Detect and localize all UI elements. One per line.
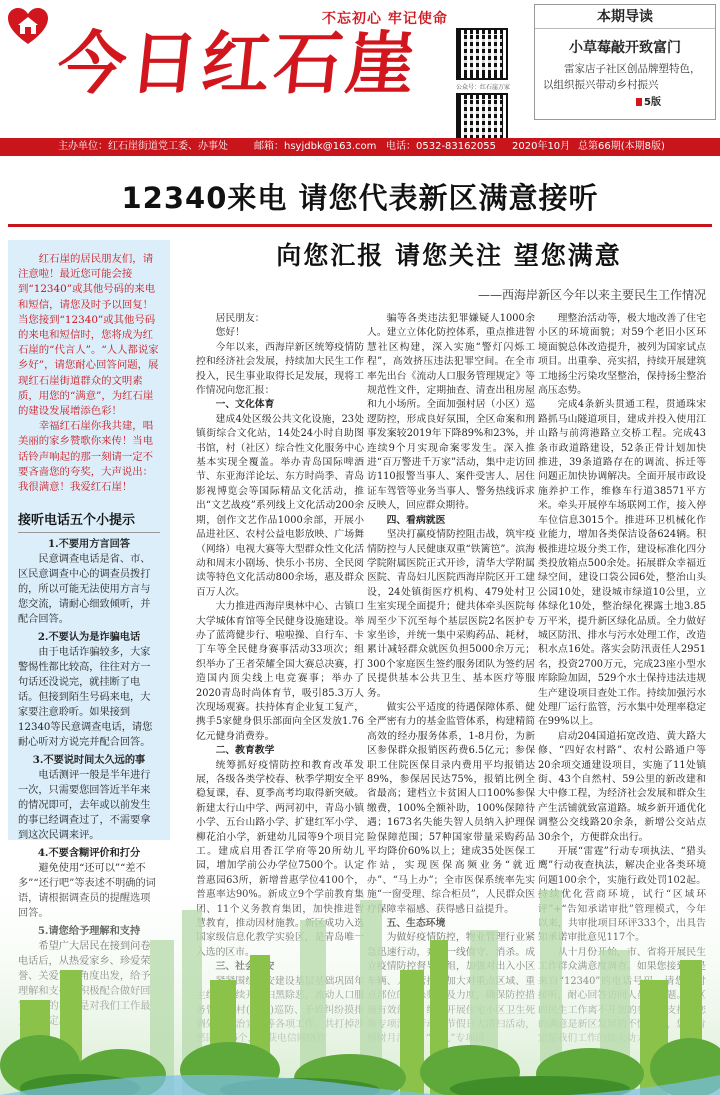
article-paragraph: 今年以来，西海岸新区统筹疫情防控和经济社会发展，持续加大民生工作投入，民生事业取得长足发展，现将工作情况向您汇报： xyxy=(196,341,364,397)
issue-text: 总第66期(本期8版) xyxy=(578,141,665,152)
article-paragraph: 骗等各类违法犯罪嫌疑人1000余人。建立立体化防控体系，重点推进智慧社区构建，深入实施“警灯闪烁工程”，高效挤压违法犯罪空间。在全市率先出台《流动人口服务管理规定》等规范性文件，定期抽查、清查出租房屋和九小场所。全面加强村居（小区）巡逻防控，形成良好氛围，全区命案和刑事发案较2019年下降89%和23%，并连续9个月实现命案零发生。深入推进“百万警进千万家”活动，集中走访回访110报警当事人、案件受害人、居住证车驾管等业务当事人、警务热线诉求反映人，回应群众期待。 xyxy=(367,313,535,512)
sidebar-intro xyxy=(8,240,170,499)
article-paragraph: 大力推进西海岸奥林中心、古镇口大学城体育馆等全民健身设施建设。举办了蓝湾健步行、啦啦操、自行车、卡丁车等全民健身赛事活动33项次；组织举办了王者荣耀全国大赛总决赛，打造国内顶尖线上电竞赛事；举办了2020青岛时尚体育节，吸引85.3万人次现场观赛。扶持体育企业复工复产，携手5家健身俱乐部面向全区发放1.76亿元健身消费券。 xyxy=(196,601,364,742)
main-headline: 12340来电 请您代表新区满意接听 xyxy=(121,181,599,215)
tip-body: 由于电话诈骗较多，大家警惕性都比较高，往往对方一句话还没说完，就挂断了电话。但接到陌生号码来电，大家要注意聆听。如果接到12340等民意调查电话，请您耐心听对方说完并配合回答。 xyxy=(18,647,153,749)
article-paragraph: 居民朋友： xyxy=(215,313,265,324)
section-heading: 一、文化体育 xyxy=(215,399,275,411)
guide-page-ref[interactable]: 5版 xyxy=(535,93,715,108)
article-paragraph: 理整治活动等，极大地改善了住宅小区的环境面貌；对59个老旧小区环境面貌总体改造提升，被列为国家试点项目。出重拳、亮实招，持续开展建筑工地扬尘污染攻坚整治，保持扬尘整治高压态势。 xyxy=(538,313,706,397)
tip-heading: 1.不要用方言回答 xyxy=(48,538,130,551)
info-bar xyxy=(0,138,720,156)
sidebar-paragraph: 幸福红石崖你我共建，唱美丽的家乡赞歌你来传！当电话铃声响起的那一刻请一定不要吝啬您的夸奖，大声说出：我很满意！我爱红石崖！ xyxy=(18,420,154,494)
article-paragraph: 坚决打赢疫情防控阻击战，筑牢疫情防控与人民健康双重“铁篱笆”。滨海学院附属医院正式开诊，清华大学附属医院、青岛妇儿医院西海岸院区开工建设，24处镇街医疗机构、479处村卫生室实现全面提升；健共体牵头医院每周至少下沉至每个基层医院2名医护专家坐诊，并统一集中采购药品、耗材，累计减轻群众就医负担5000余万元；300个家庭医生签约服务团队为签约居民提供基本公共卫生、基本医疗等服务。 xyxy=(367,529,535,699)
tip-heading: 2.不要认为是诈骗电话 xyxy=(37,631,141,644)
article-paragraph: 启动204国道拓宽改造、黄大路大修、“四好农村路”、农村公路通户等20余项交通建设项目，实施了11处镇街、43个自然村、59公里的新改建和大中修工程，为经济社会发展和群众生产生活铺就致富道路。城乡新开通优化调整公交线路20余条，新增公交站点30余个，方便群众出行。 xyxy=(538,730,706,843)
headline-divider xyxy=(8,224,712,227)
article-column-3 xyxy=(538,312,706,902)
guide-summary: 雷家店子社区创品牌塑特色，以组织振兴带动乡村振兴 xyxy=(543,63,701,91)
section-heading: 四、看病就医 xyxy=(386,514,446,526)
heart-house-icon xyxy=(6,6,50,46)
article-byline: ——西海岸新区今年以来主要民生工作情况 xyxy=(477,288,706,302)
article-paragraph: 建成4处区级公共文化设施，23处镇街综合文化站，14处24小时自助图书馆，村（社区）综合性文化服务中心基本实现全覆盖。举办青岛国际啤酒节、东亚海洋论坛、东方时尚季、青岛影视博览会等国际精品文化活动，推出“文艺战疫”系列线上文化活动200余期，创作文艺作品1000余部，开展小品进社区、农村公益电影放映、广场舞（网络）电视大赛等大型群众性文化活动和周末小剧场、快乐小书房、全民阅读等特色文化活动800余场，惠及群众百万人次。 xyxy=(196,413,364,598)
article-paragraph: 完成4条新头贯通工程，贯通珠宋路抓马山隧道项目，建成并投入使用江山路与前湾港路立交桥工程。完成43条市政道路建设，52条正骨计划加快推进，39条道路存在的调流、拆迁等问题正加快协调解决。全面开展市政设施养护工作，维修车行道38571平方米。牵头开展停车场联网工作，接入停车位信息3015个。推进环卫机械化作业能力，增加各类保洁设备624辆。积极推进垃圾分类工作，建设标准化四分类投放箱点500余处。拓展群众幸福近绿空间，建设口袋公园6处，整治山头公园10处，建设城市绿道10公里，立体绿化10处，整治绿化裸露土地3.85万平米，提升新区绿化品质。全力做好城区防汛、排水与污水处理工作，改造积水点16处。落实会防汛责任人2951名，投资2700万元，完成23座小型水库除险加固，529个水土保持违法违规生产建设项目查处工作。持续加强污水处理厂运行监管，污水集中处理率稳定在99%以上。 xyxy=(538,399,706,728)
tip-body: 民意调查电话是省、市、区民意调查中心的调查员拨打的，所以可能无法使用方言与您交流，请耐心细致倾听，并配合回答。 xyxy=(18,554,151,626)
guide-title: 本期导读 xyxy=(535,5,715,29)
date-text: 2020年10月 xyxy=(512,141,571,152)
slogan: 不忘初心 牢记使命 xyxy=(322,11,448,27)
tips-divider xyxy=(18,532,160,533)
tip-item xyxy=(8,753,170,843)
qr-code-icon xyxy=(456,28,508,80)
city-skyline-illustration xyxy=(0,860,720,1095)
sidebar-paragraph: 红石崖的居民朋友们，请注意啦！最近您可能会接到“12340”或其他号码的来电和短信，请您及时予以回复！当您接到“12340”或其他号码的来电和短信时，您将成为红石崖的“代言人”。“人人都说家乡好”，请您耐心回答问题，展现红石崖街道群众的文明素质，用您的“满意”，为红石崖的建设发展增添色彩！ xyxy=(18,253,159,418)
article-column-2 xyxy=(367,312,535,902)
article-paragraph: 做实公平适度的待遇保障体系、健全严密有力的基金监管体系，构建精简高效的经办服务体系，1-8月份，为新区参保群众报销医药费6.5亿元；参保职工住院医保目录内费用平均报销达89%，参保居民达75%，报销比例全省最高；建档立卡贫困人口100%参保缴费，100%全额补助，100%保障待遇；1673名失能失智人员纳入护理保险保障范围；57种国家带量采购药品平均降价60%以上；建成35处医保工 xyxy=(367,701,535,858)
issue-guide-box xyxy=(534,4,716,120)
article-paragraph: 您好！ xyxy=(215,327,245,339)
tip-item xyxy=(8,537,170,627)
email-text: 邮箱：hsyjdbk@163.com xyxy=(254,141,377,152)
guide-headline[interactable]: 小草莓敲开致富门 xyxy=(569,40,681,56)
section-heading: 二、教育教学 xyxy=(215,745,275,757)
newspaper-nameplate: 今日红石崖 xyxy=(53,24,423,104)
article-paragraph: 开展“雷霆”行动专项执法、“猎头 xyxy=(557,846,706,858)
article-paragraph: 统筹抓好疫情防控和教育改革发展，各级各类学校春、秋季学期安全平稳复课，春、夏季高考均取得新突破。新建太行山中学、两河初中，青岛小镇小学、五台山路小学、扩建红军小学、柳花泊小学，新建幼儿园等9个项目完工。建成启用香江学府等20所幼儿 xyxy=(196,759,364,858)
qr-label: 公众号：红石崖万家 xyxy=(456,84,511,91)
tip-body: 电话测评一般是半年进行一次，只需要您回答近半年来的情况即可，去年或以前发生的事已经调查过了，不需要拿到这次民调来评。 xyxy=(18,770,151,842)
masthead xyxy=(0,0,720,138)
phone-text: 电话：0532-83162055 xyxy=(386,141,496,152)
sidebar-box xyxy=(8,240,170,860)
tip-item xyxy=(8,630,170,750)
article-column-1 xyxy=(196,312,364,902)
article-subhead: 向您汇报 请您关注 望您满意 xyxy=(276,241,622,270)
qr-code-area xyxy=(456,28,520,156)
tip-heading: 4.不要含糊评价和打分 xyxy=(37,847,141,860)
tip-heading: 3.不要说时间太久远的事 xyxy=(32,754,146,767)
tips-title: 接听电话五个小提示 xyxy=(18,513,136,529)
sponsor-text: 主办单位：红石崖街道党工委、办事处 xyxy=(58,141,228,152)
